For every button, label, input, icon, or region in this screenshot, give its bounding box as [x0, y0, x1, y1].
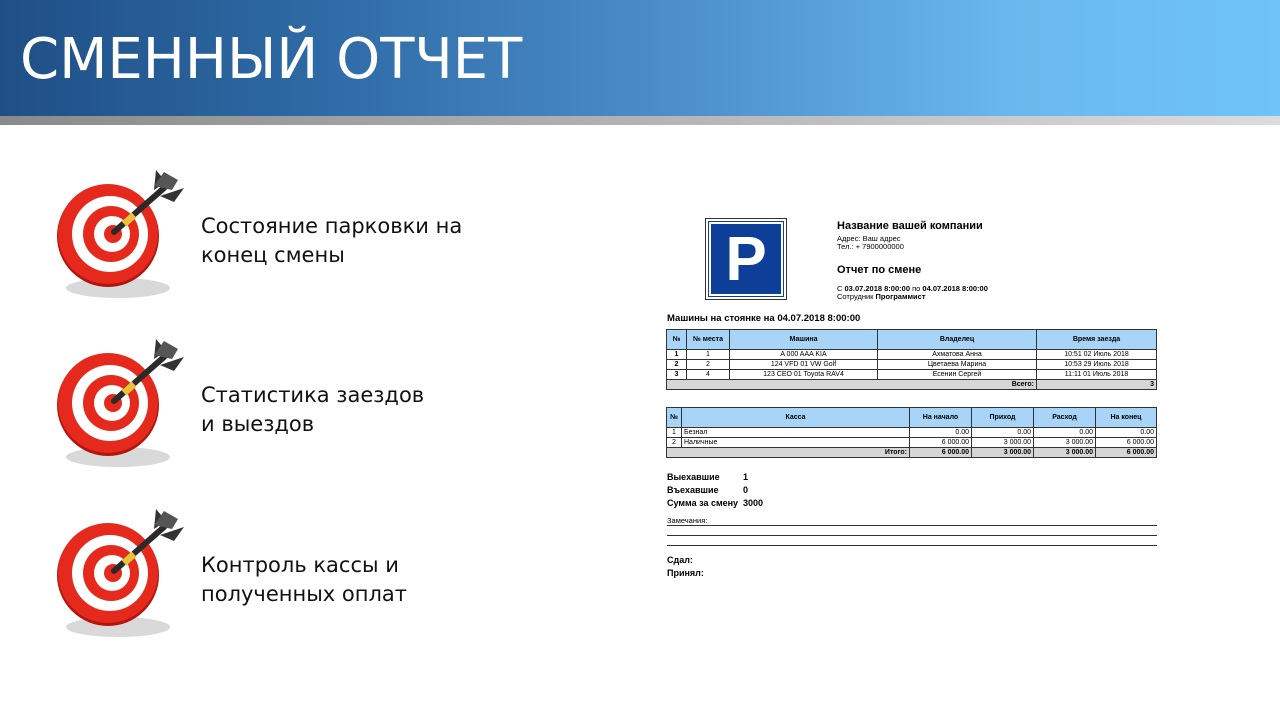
- bullet-text-line: Состояние парковки на: [201, 214, 463, 238]
- remarks-line: [667, 525, 1157, 526]
- table-header: На начало: [910, 408, 972, 428]
- dart-target-icon: [56, 168, 186, 303]
- table-row: 2 Наличные 6 000.00 3 000.00 3 000.00 6 000.00: [667, 438, 1157, 448]
- dart-target-icon: [56, 337, 186, 472]
- bullet-text-line: Статистика заездов: [201, 383, 425, 407]
- table-row: 2 2 124 VFD 01 VW Golf Цветаева Марина 10:53 29 Июль 2018: [667, 360, 1157, 370]
- bullet-item: [56, 337, 476, 477]
- divider: [0, 116, 1280, 125]
- dart-target-icon: [56, 507, 186, 642]
- remarks-label: Замечания:: [667, 516, 708, 525]
- table-header: Приход: [972, 408, 1034, 428]
- report-employee: Сотрудник Программист: [837, 292, 926, 301]
- accepted-label: Принял:: [667, 568, 704, 578]
- company-name: Название вашей компании: [837, 220, 983, 232]
- parked-cars-table: [666, 329, 1157, 390]
- summary-label: Сумма за смену: [667, 498, 739, 508]
- table-header: На конец: [1096, 408, 1157, 428]
- parking-sign-icon: [705, 218, 787, 300]
- shift-report-preview: [660, 210, 1160, 590]
- report-title: Отчет по смене: [837, 264, 922, 276]
- summary-value: 0: [743, 485, 749, 495]
- summary-label: Выехавшие: [667, 472, 720, 482]
- table-row: 1 Безнал 0.00 0.00 0.00 0.00: [667, 428, 1157, 438]
- summary-label: Въехавшие: [667, 485, 719, 495]
- bullet-item: [56, 168, 476, 308]
- cash-table: [666, 407, 1157, 458]
- company-address: Адрес: Ваш адрес: [837, 234, 901, 243]
- bullet-item: [56, 507, 476, 647]
- parked-cars-title: Машины на стоянке на 04.07.2018 8:00:00: [667, 313, 861, 324]
- bullet-text-line: и выездов: [201, 412, 315, 436]
- bullet-text-line: Контроль кассы и: [201, 553, 399, 577]
- table-header: №: [667, 330, 687, 350]
- table-total-row: Всего: 3: [667, 380, 1157, 390]
- parking-sign-letter: P: [709, 222, 783, 296]
- table-header: № места: [687, 330, 730, 350]
- table-header: Время заезда: [1037, 330, 1157, 350]
- summary-value: 3000: [743, 498, 764, 508]
- report-period: С 03.07.2018 8:00:00 по 04.07.2018 8:00:00: [837, 284, 988, 293]
- remarks-line: [667, 545, 1157, 546]
- table-total-row: Итого: 6 000.00 3 000.00 3 000.00 6 000.00: [667, 448, 1157, 458]
- summary-value: 1: [743, 472, 749, 482]
- page-title: СМЕННЫЙ ОТЧЕТ: [20, 27, 523, 92]
- company-phone: Тел.: + 7900000000: [837, 242, 904, 251]
- table-header: Машина: [730, 330, 878, 350]
- table-row: 1 1 A 000 AAA KIA Ахматова Анна 10:51 02 Июль 2018: [667, 350, 1157, 360]
- remarks-line: [667, 535, 1157, 536]
- table-row: 3 4 123 CEO 01 Toyota RAV4 Есенин Сергей 11:11 01 Июль 2018: [667, 370, 1157, 380]
- table-header: №: [667, 408, 682, 428]
- handed-label: Сдал:: [667, 555, 693, 565]
- table-header: Владелец: [878, 330, 1037, 350]
- table-header: Расход: [1034, 408, 1096, 428]
- table-header: Касса: [682, 408, 910, 428]
- bullet-text-line: конец смены: [201, 243, 345, 267]
- title-banner: [0, 0, 1280, 116]
- bullet-text-line: полученных оплат: [201, 582, 408, 606]
